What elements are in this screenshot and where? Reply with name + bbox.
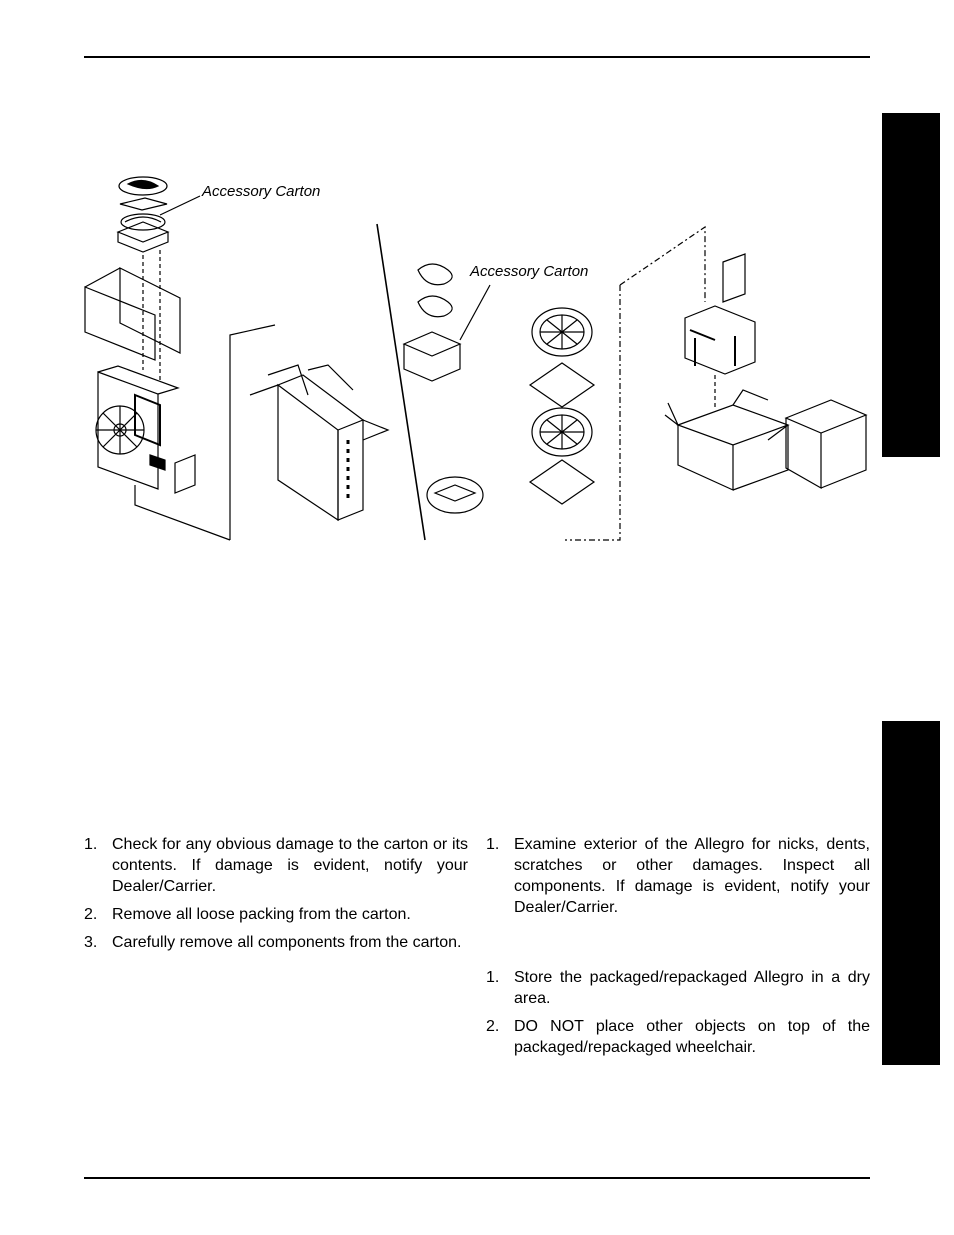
list-item — [486, 1016, 870, 1058]
list-item — [84, 932, 468, 953]
step-number: 2. — [486, 1018, 500, 1035]
closed-carton-right — [786, 400, 866, 488]
step-text: Carefully remove all components from the carton. — [112, 934, 462, 951]
packaging-illustration — [0, 160, 880, 560]
wheelchair-left — [96, 366, 195, 493]
outer-carton-left — [135, 325, 388, 540]
wheels-right — [530, 308, 594, 504]
step-number: 3. — [84, 934, 98, 951]
header-rule — [84, 56, 870, 58]
accessory-carton-callout-right: Accessory Carton — [470, 263, 589, 280]
list-item — [84, 904, 468, 925]
inspection-steps — [486, 834, 870, 918]
step-number: 1. — [486, 836, 500, 853]
step-number: 1. — [84, 836, 98, 853]
section-tab-upper — [882, 113, 940, 457]
footer-rule — [84, 1177, 870, 1179]
unpacking-steps — [84, 834, 468, 960]
packing-panels-left — [85, 268, 180, 360]
list-item — [84, 834, 468, 897]
accessory-carton-callout-left: Accessory Carton — [202, 183, 321, 200]
wheelchair-frame-right — [685, 254, 755, 410]
step-text: Store the packaged/repackaged Allegro in a dry area. — [514, 969, 870, 1007]
list-item — [486, 967, 870, 1009]
storage-steps — [486, 967, 870, 1058]
step-number: 1. — [486, 969, 500, 986]
accessory-items-right — [404, 264, 490, 381]
inspection-and-storage-steps — [486, 834, 870, 1065]
step-number: 2. — [84, 906, 98, 923]
figure-divider — [377, 224, 425, 540]
section-tab-lower — [882, 721, 940, 1065]
open-carton-right — [665, 390, 788, 490]
foam-cushion-right — [427, 477, 483, 513]
list-item — [486, 834, 870, 918]
step-text: Examine exterior of the Allegro for nicks, dents, scratches or other damages. Inspect all components. If damage is evident, notify your Dealer/Carrier. — [514, 836, 870, 916]
step-text: Remove all loose packing from the carton. — [112, 906, 411, 923]
step-text: Check for any obvious damage to the carton or its contents. If damage is evident, notify your Dealer/Carrier. — [112, 836, 468, 895]
step-text: DO NOT place other objects on top of the packaged/repackaged wheelchair. — [514, 1018, 870, 1056]
